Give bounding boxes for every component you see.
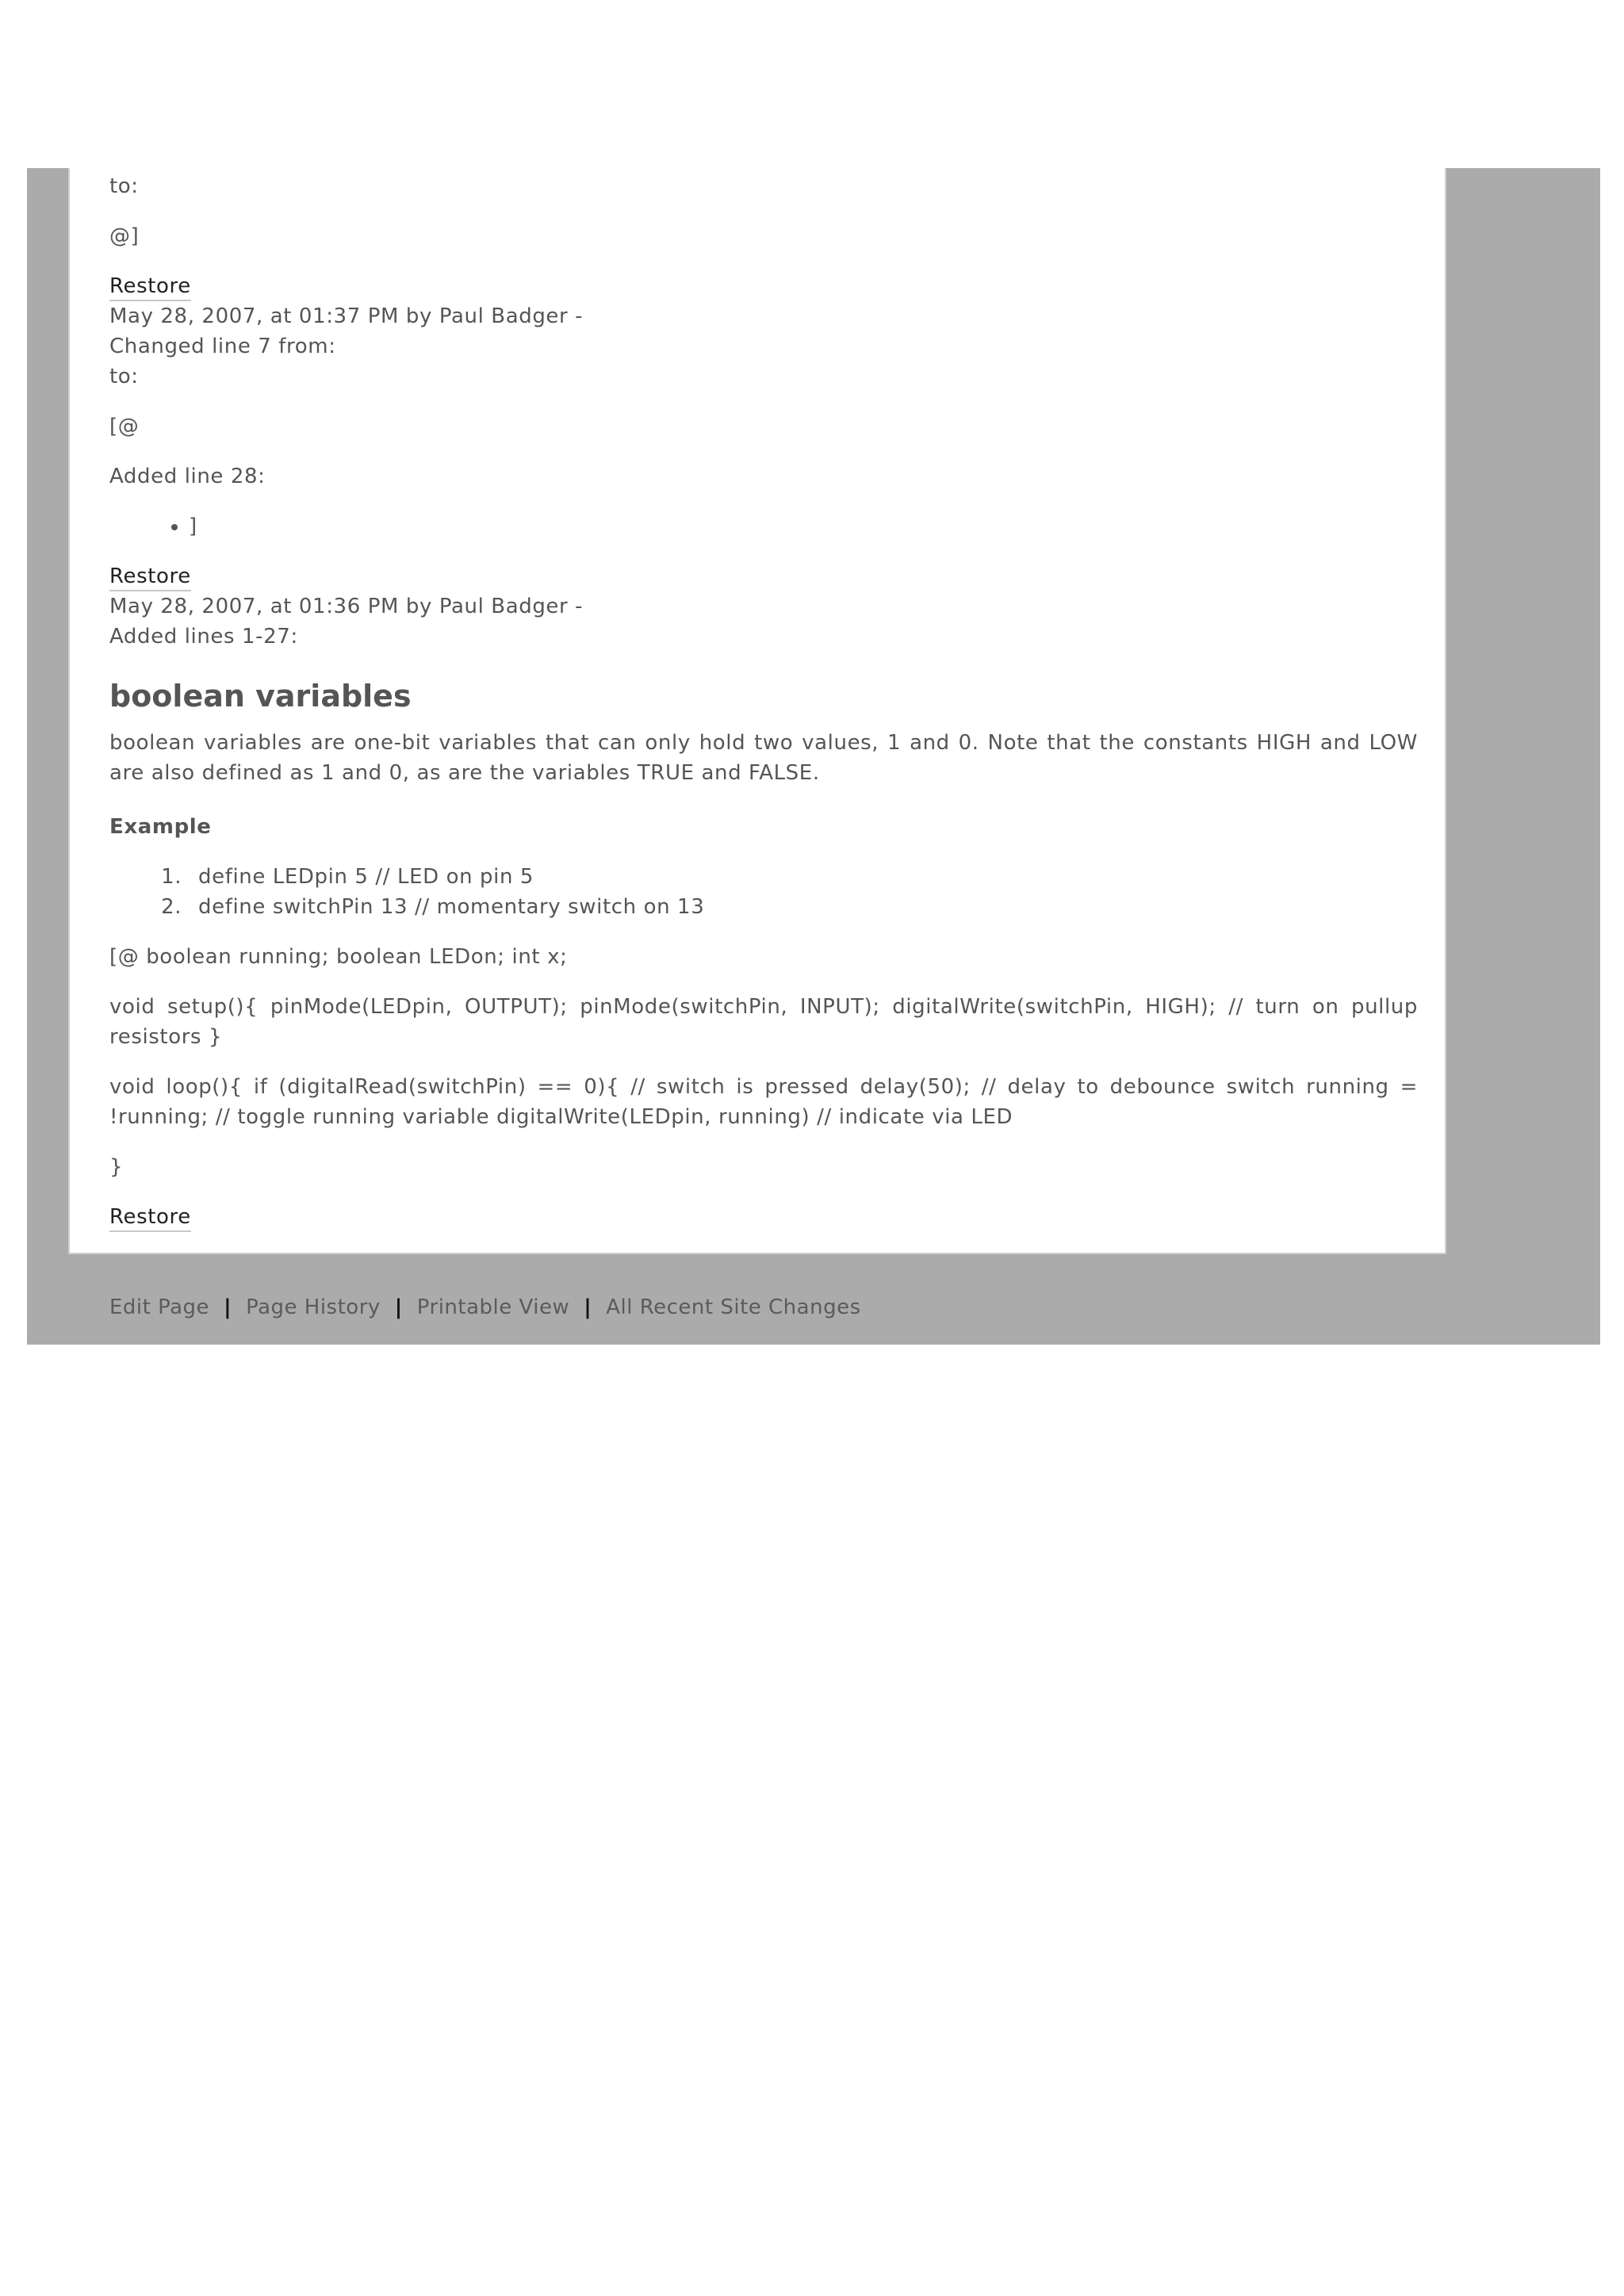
- footer-separator: |: [394, 1295, 403, 1319]
- footer-separator: |: [584, 1295, 592, 1319]
- diff-to-label: to:: [109, 174, 139, 198]
- example-heading: Example: [109, 815, 212, 839]
- article-intro: boolean variables are one-bit variables that can only hold two values, 1 and 0. Note that the constants HIGH and LOW are also defined as 1 and 0, as are the variables TRUE and FALSE.: [109, 731, 1418, 785]
- history-entry: [109, 561, 1418, 652]
- article-title: boolean variables: [109, 679, 412, 714]
- page-background: [27, 168, 1600, 1345]
- list-item: 2. define switchPin 13 // momentary switch on 13: [189, 892, 1418, 922]
- restore-link[interactable]: Restore: [109, 1203, 191, 1232]
- diff-bullet-list: [109, 511, 1418, 541]
- code-loop: void loop(){ if (digitalRead(switchPin) == 0){ // switch is pressed delay(50); // delay to debounce switch running = !running; // toggle running variable digitalWrite(LEDpin, running) // indicate via LED: [109, 1075, 1418, 1129]
- printable-view-link[interactable]: Printable View: [416, 1295, 570, 1319]
- restore-link[interactable]: Restore: [109, 563, 191, 591]
- diff-code-line: [@: [109, 415, 140, 438]
- page-actions-footer: [109, 1292, 861, 1322]
- diff-to-label: to:: [109, 365, 139, 388]
- content-panel: [68, 168, 1446, 1254]
- history-entry: [109, 1202, 1418, 1232]
- entry-change-description: Changed line 7 from:: [109, 335, 336, 358]
- edit-page-link[interactable]: Edit Page: [109, 1295, 210, 1319]
- history-entry: [109, 271, 1418, 541]
- diff-code-line: @]: [109, 224, 140, 248]
- entry-meta: May 28, 2007, at 01:37 PM by Paul Badger -: [109, 304, 584, 328]
- entry-added-description: Added lines 1-27:: [109, 625, 298, 649]
- list-item: • ]: [189, 511, 1418, 541]
- history-list: [109, 168, 1418, 1232]
- code-declarations: [@ boolean running; boolean LEDon; int x;: [109, 945, 568, 969]
- recent-changes-link[interactable]: All Recent Site Changes: [606, 1295, 861, 1319]
- code-setup: void setup(){ pinMode(LEDpin, OUTPUT); pinMode(switchPin, INPUT); digitalWrite(switchPin, HIGH); // turn on pullup resistors }: [109, 995, 1418, 1049]
- footer-separator: |: [224, 1295, 232, 1319]
- code-closing-brace: }: [109, 1155, 124, 1179]
- entry-added-description: Added line 28:: [109, 465, 266, 488]
- restore-link[interactable]: Restore: [109, 273, 191, 301]
- define-list: [109, 862, 1418, 922]
- entry-meta: May 28, 2007, at 01:36 PM by Paul Badger -: [109, 595, 584, 618]
- list-item: 1. define LEDpin 5 // LED on pin 5: [189, 862, 1418, 892]
- page-history-link[interactable]: Page History: [246, 1295, 381, 1319]
